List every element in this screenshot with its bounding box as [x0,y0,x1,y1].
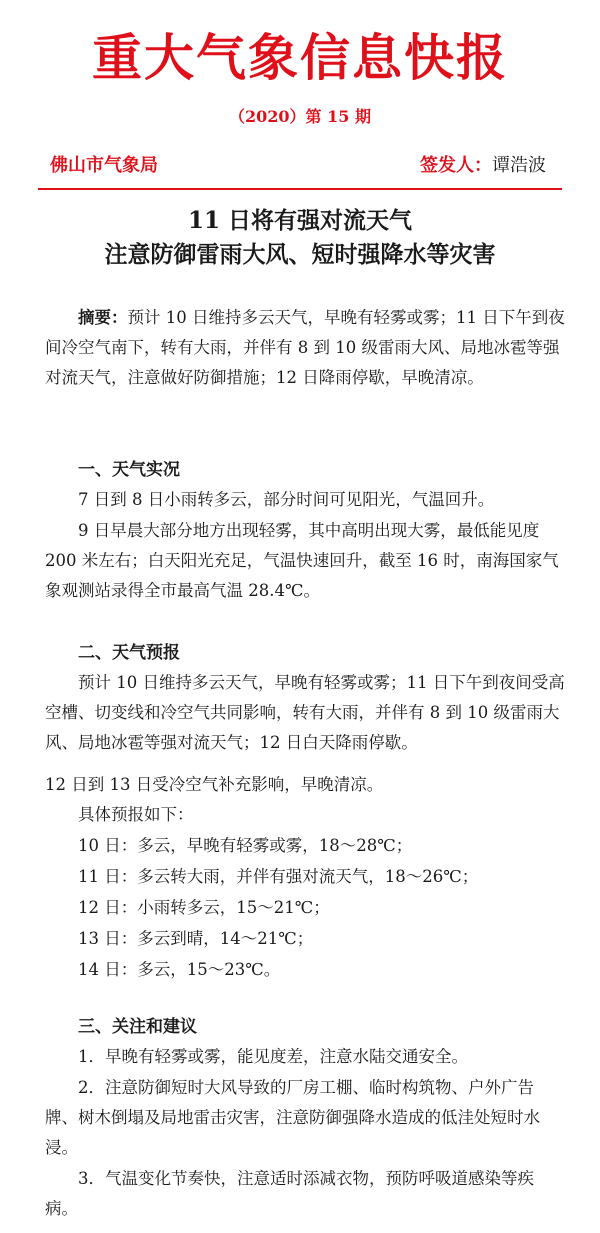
advice-item-2: 2．注意防御短时大风导致的厂房工棚、临时构筑物、户外广告牌、树木倒塌及局地雷击灾害，注意防御强降水造成的低洼处短时水浸。 [45,1078,540,1157]
abstract-text: 预计 10 日维持多云天气，早晚有轻雾或雾；11 日下午到夜间冷空气南下，转有大雨，并伴有 8 到 10 级雷雨大风、局地冰雹等强对流天气，注意做好防御措施；12 日降雨停歇，早晚清凉。 [45,308,565,387]
abstract-paragraph [45,303,565,393]
forecast-day-12: 12 日：小雨转多云，15～21℃； [78,898,330,917]
forecast-day-11: 11 日：多云转大雨，并伴有强对流天气，18～26℃； [78,867,479,886]
signer [420,154,546,178]
forecast-day-14: 14 日：多云，15～23℃。 [78,960,281,979]
advice-item-3: 3．气温变化节奏快，注意适时添减衣物，预防呼吸道感染等疾病。 [45,1169,534,1218]
masthead-title: 重大气象信息快报 [92,28,508,87]
section-title-advice: 三、关注和建议 [78,1017,197,1037]
section-title-observations: 一、天气实况 [78,460,180,480]
advice-item-1: 1．早晚有轻雾或雾，能见度差，注意水陆交通安全。 [78,1047,468,1066]
signer-label: 签发人： [420,155,492,176]
abstract-label: 摘要： [78,308,128,327]
issuing-organization: 佛山市气象局 [50,155,158,176]
forecast-day-13: 13 日：多云到晴，14～21℃； [78,929,314,948]
forecast-paragraph-1: 预计 10 日维持多云天气，早晚有轻雾或雾；11 日下午到夜间受高空槽、切变线和冷空气共同影响，转有大雨，并伴有 8 到 10 级雷雨大风、局地冰雹等强对流天气；12 日白天降雨停歇。 [45,673,565,752]
headline-line-2: 注意防御雷雨大风、短时强降水等灾害 [104,241,496,268]
forecast-paragraph-2: 12 日到 13 日受冷空气补充影响，早晚清凉。 [45,775,384,794]
issue-number: （2020）第 15 期 [229,107,371,126]
signer-name: 谭浩波 [492,155,546,176]
section-title-forecast: 二、天气预报 [78,643,180,663]
headline-line-1: 11 日将有强对流天气 [187,207,412,234]
header-divider [38,188,562,190]
forecast-day-10: 10 日：多云，早晚有轻雾或雾，18～28℃； [78,836,413,855]
observations-paragraph-2: 9 日早晨大部分地方出现轻雾，其中高明出现大雾，最低能见度 200 米左右；白天阳光充足，气温快速回升，截至 16 时，南海国家气象观测站录得全市最高气温 28.4℃。 [45,521,559,600]
observations-paragraph-1: 7 日到 8 日小雨转多云，部分时间可见阳光，气温回升。 [78,490,495,509]
forecast-intro: 具体预报如下： [78,805,194,824]
